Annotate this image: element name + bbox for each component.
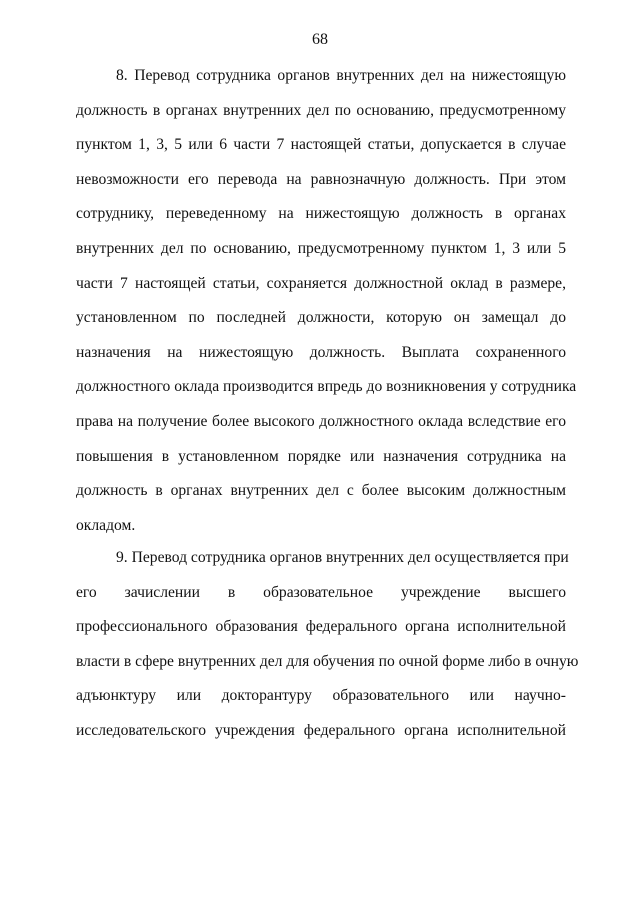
text-line: 8. Перевод сотрудника органов внутренних дел на нижестоящую xyxy=(116,67,566,84)
text-line: сотруднику, переведенному на нижестоящую должность в органах xyxy=(76,205,566,223)
text-line: 9. Перевод сотрудника органов внутренних дел осуществляется при xyxy=(116,549,569,566)
text-line: исследовательского учреждения федерального органа исполнительной xyxy=(76,721,566,739)
text-line: его зачислении в образовательное учреждение высшего xyxy=(76,583,566,601)
text-line: части 7 настоящей статьи, сохраняется должностной оклад в размере, xyxy=(76,274,566,292)
paragraph-9 xyxy=(76,548,579,756)
page-number: 68 xyxy=(312,31,328,48)
text-line: невозможности его перевода на равнозначную должность. При этом xyxy=(76,170,566,188)
text-line: должностного оклада производится впредь до возникновения у сотрудника xyxy=(76,378,577,396)
text-line: власти в сфере внутренних дел для обучения по очной форме либо в очную xyxy=(76,652,579,670)
text-line: профессионального образования федерального органа исполнительной xyxy=(76,618,566,636)
text-line: назначения на нижестоящую должность. Выплата сохраненного xyxy=(76,343,566,361)
paragraph-8 xyxy=(76,66,577,550)
text-line: должность в органах внутренних дел по основанию, предусмотренному xyxy=(76,101,566,119)
text-line: права на получение более высокого должностного оклада вследствие его xyxy=(76,412,566,430)
text-line: должность в органах внутренних дел с более высоким должностным xyxy=(76,482,566,500)
text-line: адъюнктуру или докторантуру образовательного или научно- xyxy=(76,687,566,705)
text-line: установленном по последней должности, которую он замещал до xyxy=(76,309,566,327)
text-line: пунктом 1, 3, 5 или 6 части 7 настоящей статьи, допускается в случае xyxy=(76,136,566,154)
text-line: повышения в установленном порядке или назначения сотрудника на xyxy=(76,447,566,465)
text-line: внутренних дел по основанию, предусмотренному пунктом 1, 3 или 5 xyxy=(76,239,566,257)
text-line: окладом. xyxy=(76,516,136,534)
